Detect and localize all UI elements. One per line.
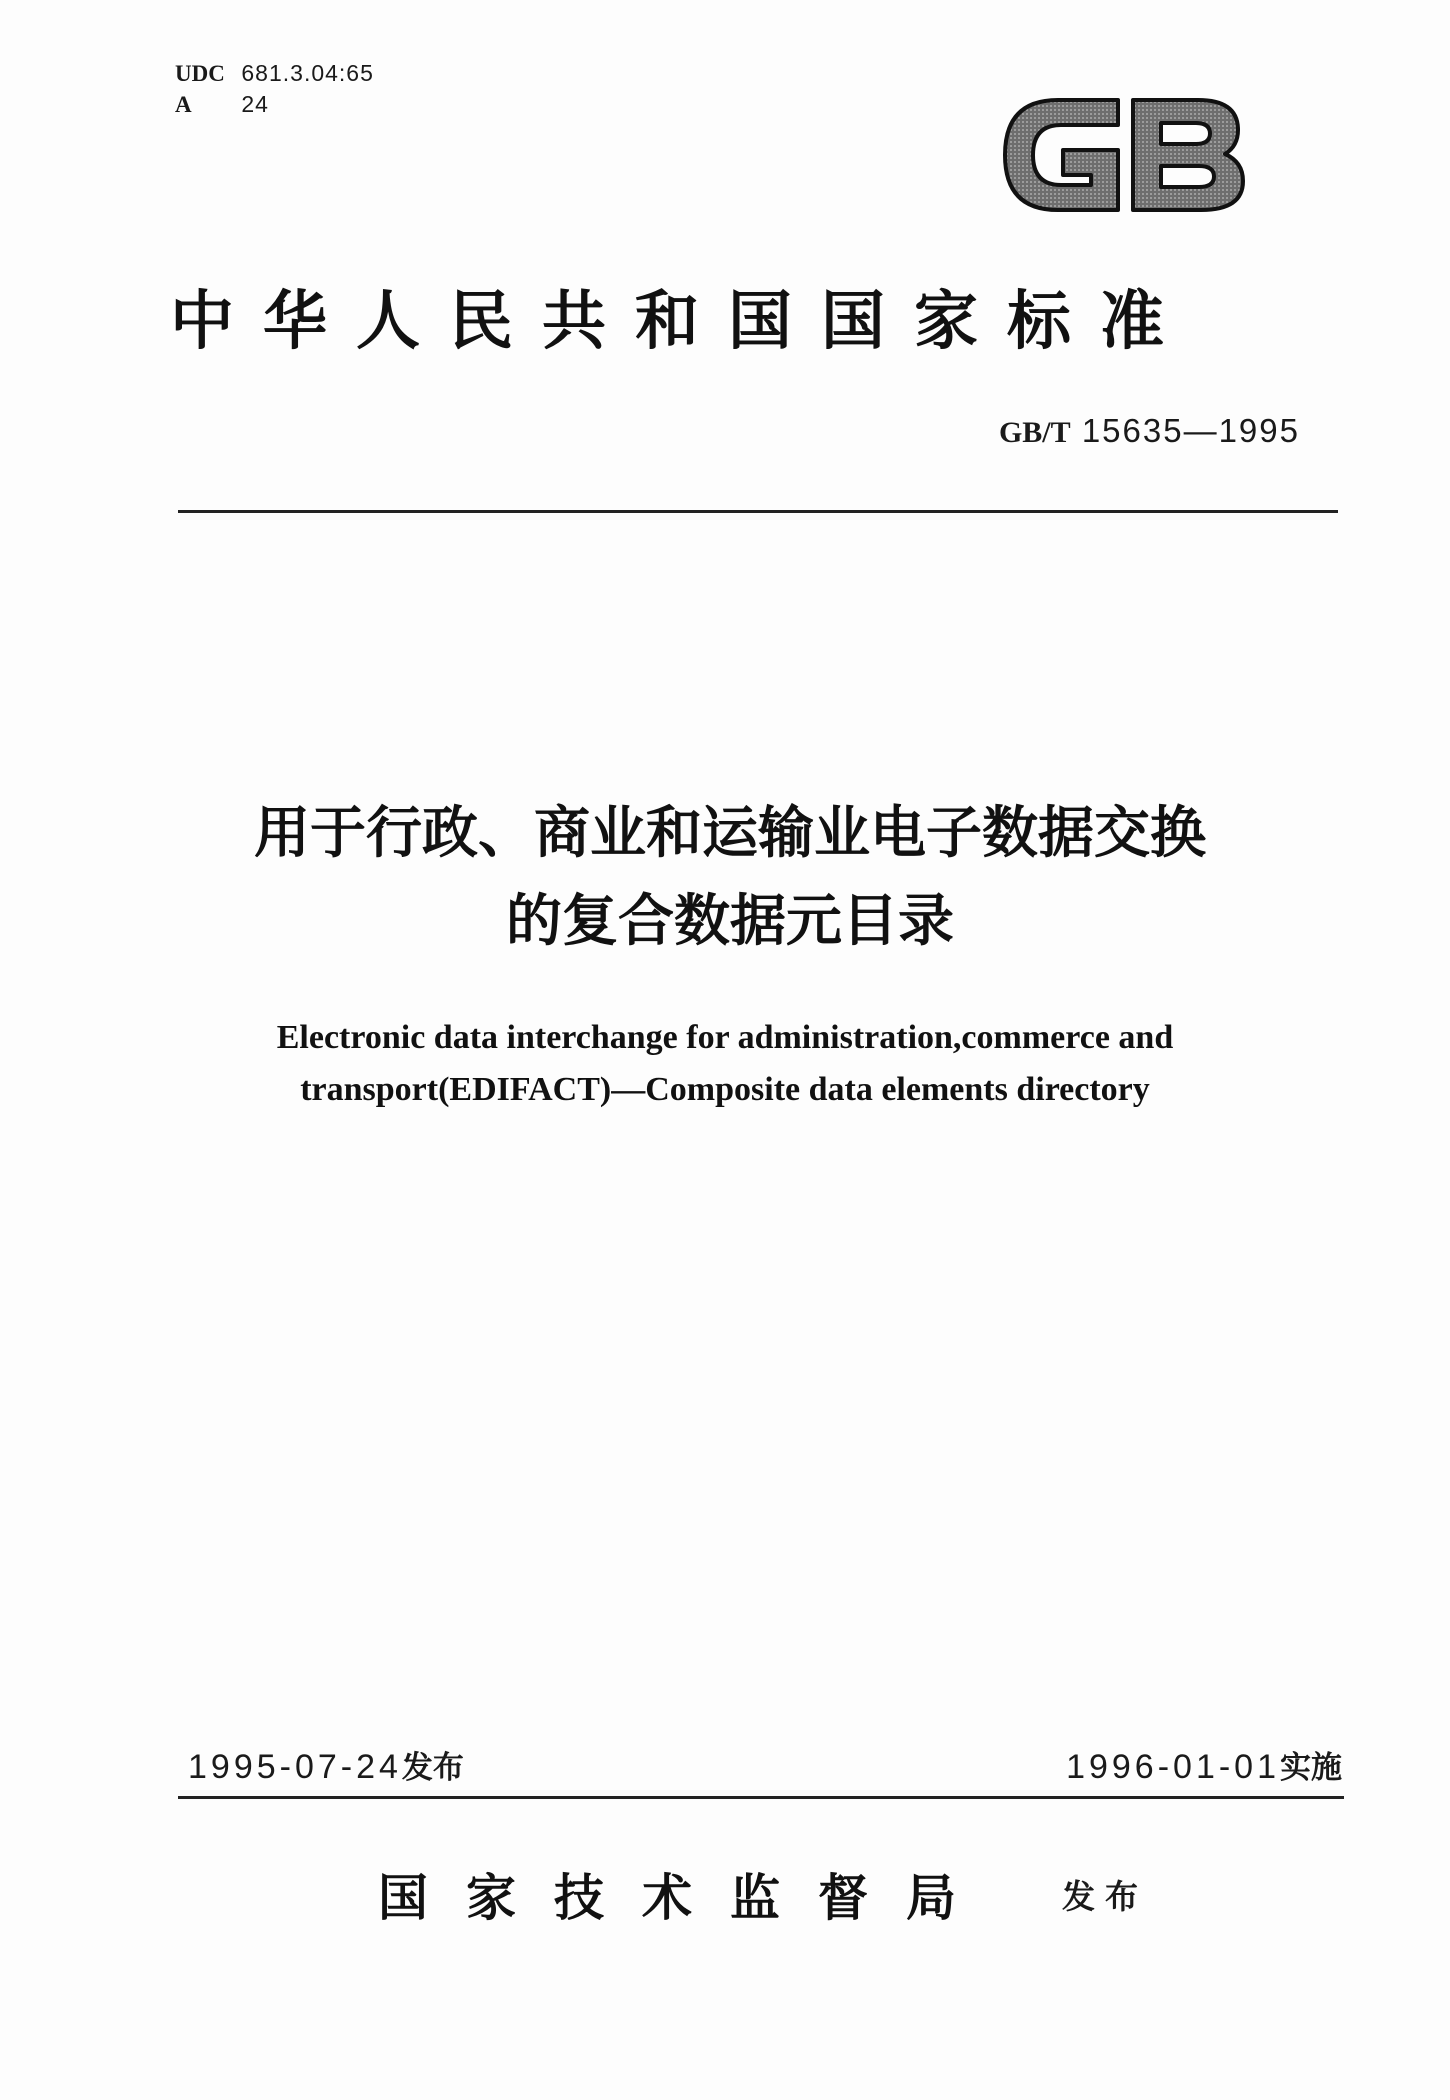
top-divider: [178, 510, 1338, 513]
issued-label: 发布: [1062, 1877, 1148, 1916]
ccs-code: [175, 89, 374, 120]
bottom-divider: [178, 1796, 1344, 1799]
standard-number: [999, 412, 1300, 450]
udc-code: [175, 58, 374, 89]
chinese-title-line-2: 的复合数据元目录: [506, 889, 954, 954]
chinese-title-line-1: 用于行政、商业和运输业电子数据交换: [254, 801, 1206, 866]
chinese-title: [160, 790, 1300, 966]
standard-prefix: GB/T: [998, 416, 1071, 449]
issue-date-suffix: 发布: [401, 1750, 464, 1786]
udc-value: 681.3.04:65: [241, 60, 374, 86]
english-title-line-1: Electronic data interchange for administration,commerce and: [276, 1019, 1174, 1056]
national-standard-heading: 中华人民共和国国家标准: [170, 284, 1193, 359]
english-title-line-2: transport(EDIFACT)—Composite data elements directory: [300, 1071, 1150, 1108]
issuing-authority: 国家技术监督局: [378, 1868, 994, 1927]
english-title: [170, 1012, 1280, 1116]
effective-date: [1066, 1742, 1342, 1787]
effective-date-suffix: 实施: [1280, 1750, 1342, 1786]
issue-date: [188, 1742, 464, 1787]
effective-date-value: 1996-01-01: [1066, 1748, 1280, 1786]
ccs-value: 24: [241, 91, 269, 117]
ccs-label: A: [175, 92, 192, 117]
gb-logo-icon: [993, 80, 1253, 230]
udc-label: UDC: [175, 61, 225, 86]
classification-codes: [175, 58, 374, 120]
standard-code: 15635—1995: [1081, 412, 1300, 449]
issue-date-value: 1995-07-24: [188, 1748, 402, 1786]
